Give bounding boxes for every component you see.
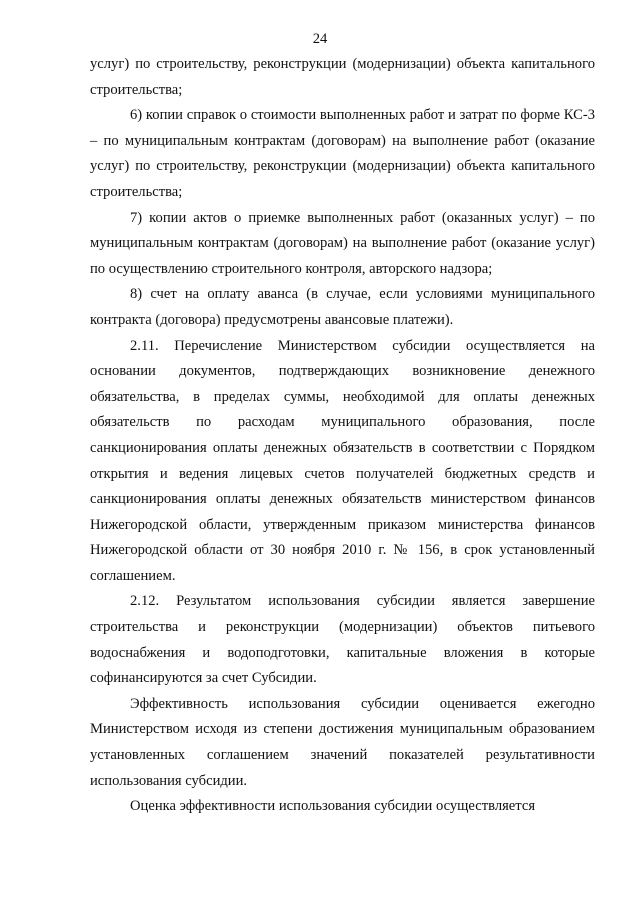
paragraph-2-11: 2.11. Перечисление Министерством субсидии осуществляется на основании документов, подтверждающих возникновение денежного обязательства, в пределах суммы, необходимой для оплаты денежных обязательств по расходам муниципального образования, после санкционирования оплаты денежных обязательств в соответствии с Порядком открытия и ведения лицевых счетов получателей бюджетных средств и санкционирования оплаты денежных обязательств министерством финансов Нижегородской области, утвержденным приказом министерства финансов Нижегородской области от 30 ноября 2010 г. № 156, в срок установленный соглашением.	[90, 337, 595, 584]
paragraph-item-6: 6) копии справок о стоимости выполненных работ и затрат по форме КС-3 – по муниципальным контрактам (договорам) на выполнение работ (оказание услуг) по строительству, реконструкции (модернизации) объекта капитального строительства;	[90, 107, 595, 200]
paragraph-item-8: 8) счет на оплату аванса (в случае, если условиями муниципального контракта (договора) предусмотрены авансовые платежи).	[90, 286, 595, 328]
body-text	[90, 52, 595, 820]
paragraph-effectiveness: Эффективность использования субсидии оценивается ежегодно Министерством исходя из степени достижения муниципальным образованием установленных соглашением значений показателей результативности использования субсидии.	[90, 695, 595, 789]
paragraph-evaluation: Оценка эффективности использования субсидии осуществляется	[130, 798, 536, 815]
paragraph-item-7: 7) копии актов о приемке выполненных работ (оказанных услуг) – по муниципальным контрактам (договорам) на выполнение работ (оказание услуг) по осуществлению строительного контроля, авторского надзора;	[90, 209, 595, 277]
paragraph-2-12: 2.12. Результатом использования субсидии является завершение строительства и реконструкции (модернизации) объектов питьевого водоснабжения и водоподготовки, капитальные вложения в которые софинансируются за счет Субсидии.	[90, 593, 595, 687]
page-number: 24	[312, 31, 328, 47]
paragraph-continuation: услуг) по строительству, реконструкции (модернизации) объекта капитального строительства;	[90, 56, 595, 98]
